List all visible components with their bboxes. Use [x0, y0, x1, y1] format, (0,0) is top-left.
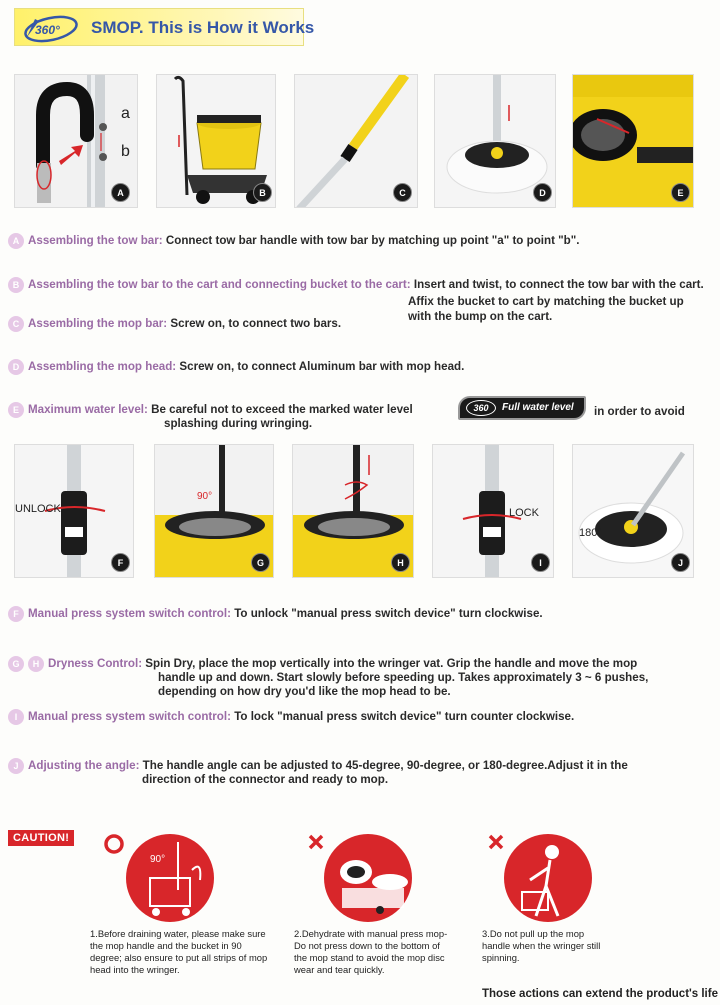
- marker-b: B: [8, 277, 24, 293]
- step-b-text-line3: with the bump on the cart.: [408, 310, 553, 323]
- step-b-text: Insert and twist, to connect the tow bar with the cart.: [413, 278, 704, 292]
- pill-text: Full water level: [502, 402, 574, 413]
- badge-j: J: [671, 553, 690, 572]
- step-j-label: Adjusting the angle:: [28, 759, 140, 773]
- marker-g: G: [8, 656, 24, 672]
- marker-i: I: [8, 709, 24, 725]
- photo-c-mop-bar: [294, 74, 418, 208]
- photo-h-press: [292, 444, 414, 578]
- step-gh-label: Dryness Control:: [48, 657, 143, 671]
- caution-illustration-1: [104, 830, 230, 922]
- step-b-text-line2: Affix the bucket to cart by matching the bucket up: [408, 295, 684, 308]
- marker-f: F: [8, 606, 24, 622]
- step-f-label: Manual press system switch control:: [28, 607, 231, 621]
- step-i-row: [8, 709, 574, 725]
- step-e-text-line2: splashing during wringing.: [164, 417, 313, 430]
- angle-90-label: 90°: [197, 491, 213, 502]
- photo-e-bucket: [572, 74, 694, 208]
- caution-illustration-3: [486, 830, 602, 922]
- caution-illustration-2: [306, 830, 422, 922]
- caution-label: CAUTION!: [8, 830, 74, 846]
- step-e-label: Maximum water level:: [28, 403, 148, 417]
- marker-c: C: [8, 316, 24, 332]
- step-c-row: [8, 316, 341, 332]
- badge-g: G: [251, 553, 270, 572]
- brand-360-logo: [21, 13, 83, 43]
- step-i-text: To lock "manual press switch device" turn counter clockwise.: [234, 710, 575, 724]
- marker-e: E: [8, 402, 24, 418]
- badge-f: F: [111, 553, 130, 572]
- photo-a-tow-bar: [14, 74, 138, 208]
- logo-text: 360°: [35, 23, 60, 37]
- header-banner: [14, 8, 315, 46]
- step-c-label: Assembling the mop bar:: [28, 317, 168, 331]
- badge-i: I: [531, 553, 550, 572]
- caution-angle-label: 90°: [150, 854, 166, 865]
- step-gh-text: Spin Dry, place the mop vertically into the wringer vat. Grip the handle and move the mop: [145, 657, 638, 671]
- step-d-text: Screw on, to connect Aluminum bar with mop head.: [179, 360, 465, 374]
- unlock-label: UNLOCK: [15, 503, 61, 515]
- photo-d-mop-head: [434, 74, 556, 208]
- photo-g-spin: [154, 444, 274, 578]
- caution-caption-2: 2.Dehydrate with manual press mop-Do not press down to the bottom of the mop stand to avoid the mop disc wear and tear quickly.: [294, 928, 448, 975]
- step-j-text-line2: direction of the connector and ready to mop.: [142, 773, 389, 786]
- full-water-level-pill: [458, 396, 586, 420]
- badge-b: B: [253, 183, 272, 202]
- step-gh-text-line3: depending on how dry you'd like the mop head to be.: [158, 685, 451, 698]
- point-b-label: b: [121, 143, 130, 160]
- photo-j-angle: [572, 444, 694, 578]
- badge-d: D: [533, 183, 552, 202]
- badge-c: C: [393, 183, 412, 202]
- step-f-row: [8, 606, 543, 622]
- step-a-label: Assembling the tow bar:: [28, 234, 163, 248]
- point-a-label: a: [121, 105, 130, 122]
- step-j-text: The handle angle can be adjusted to 45-degree, 90-degree, or 180-degree.Adjust it in the: [142, 759, 628, 773]
- step-c-text: Screw on, to connect two bars.: [170, 317, 342, 331]
- step-f-text: To unlock "manual press switch device" turn clockwise.: [234, 607, 543, 621]
- step-e-text: Be careful not to exceed the marked water level: [151, 403, 413, 417]
- step-gh-text-line2: handle up and down. Start slowly before speeding up. Takes approximately 3 ~ 6 pushes,: [158, 671, 649, 684]
- footer-note: Those actions can extend the product's life: [482, 988, 718, 1000]
- caution-caption-1: 1.Before draining water, please make sure the mop handle and the bucket in 90 degree; also ensure to put all strips of mop head into the wringer.: [90, 928, 268, 975]
- marker-h: H: [28, 656, 44, 672]
- angle-180-label: 180°: [579, 527, 602, 539]
- step-a-row: [8, 233, 579, 249]
- marker-a: A: [8, 233, 24, 249]
- marker-j: J: [8, 758, 24, 774]
- step-i-label: Manual press system switch control:: [28, 710, 231, 724]
- step-a-text: Connect tow bar handle with tow bar by matching up point "a" to point "b".: [165, 234, 580, 248]
- step-d-label: Assembling the mop head:: [28, 360, 177, 374]
- step-d-row: [8, 359, 464, 375]
- badge-h: H: [391, 553, 410, 572]
- marker-d: D: [8, 359, 24, 375]
- page-title: SMOP. This is How it Works: [91, 18, 315, 37]
- step-b-label: Assembling the tow bar to the cart and connecting bucket to the cart:: [28, 278, 411, 292]
- pill-logo: 360: [466, 400, 496, 416]
- photo-f-unlock: [14, 444, 134, 578]
- badge-e: E: [671, 183, 690, 202]
- photo-i-lock: [432, 444, 554, 578]
- caution-caption-3: 3.Do not pull up the mop handle when the wringer still spinning.: [482, 928, 601, 963]
- photo-b-cart: [156, 74, 276, 208]
- lock-label: LOCK: [509, 507, 539, 519]
- step-b-row: [8, 277, 704, 293]
- badge-a: A: [111, 183, 130, 202]
- step-e-text-after: in order to avoid: [594, 405, 685, 418]
